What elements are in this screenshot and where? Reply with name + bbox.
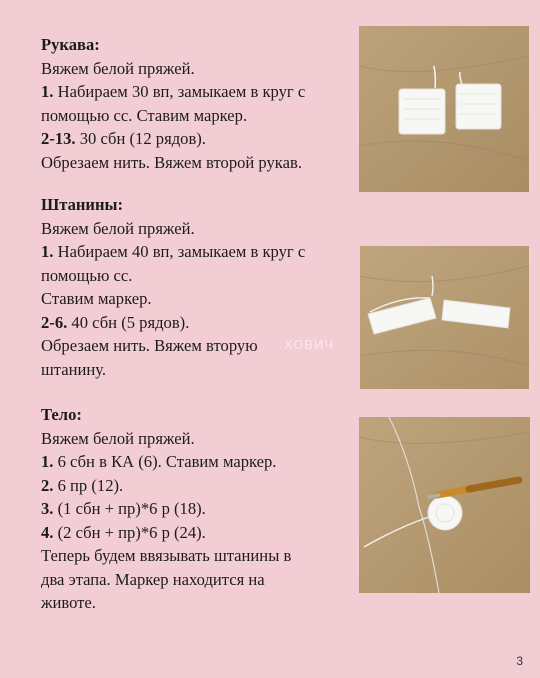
instruction-line: 3. (1 сбн + пр)*6 р (18). — [41, 499, 206, 518]
photo-pants — [360, 246, 529, 389]
instruction-line: штанину. — [41, 359, 107, 379]
instruction-line: Обрезаем нить. Вяжем второй рукав. — [41, 152, 302, 172]
instruction-line: 1. Набираем 30 вп, замыкаем в круг с — [41, 82, 306, 101]
instruction-line: 2. 6 пр (12). — [41, 475, 124, 495]
instruction-line: Вяжем белой пряжей. — [41, 218, 195, 238]
photo-sleeves — [359, 26, 529, 192]
instruction-line: помощью сс. Ставим маркер. — [41, 105, 248, 125]
instruction-line: 1. 6 сбн в КА (6). Ставим маркер. — [41, 452, 277, 471]
instruction-line: помощью сс. — [41, 265, 133, 285]
section-title: Штанины: — [41, 195, 124, 214]
section-body — [41, 403, 371, 615]
instruction-line: 2-6. 40 сбн (5 рядов). — [41, 312, 190, 332]
section-title: Рукава: — [41, 35, 100, 54]
watermark: ХОВИЧ — [284, 337, 335, 352]
section-pants — [41, 193, 371, 381]
instruction-line: 1. Набираем 40 вп, замыкаем в круг с — [41, 242, 306, 261]
instruction-line: Ставим маркер. — [41, 289, 152, 308]
instruction-line: Теперь будем ввязывать штанины в — [41, 546, 292, 565]
instruction-line: Обрезаем нить. Вяжем вторую — [41, 336, 258, 355]
instruction-line: два этапа. Маркер находится на — [41, 569, 265, 589]
instruction-line: животе. — [41, 593, 96, 612]
section-sleeves — [41, 33, 371, 174]
instruction-line: Вяжем белой пряжей. — [41, 58, 195, 78]
instruction-line: Вяжем белой пряжей. — [41, 428, 195, 448]
photo-body — [359, 417, 530, 593]
page-number: 3 — [516, 654, 523, 668]
instruction-line: 2-13. 30 сбн (12 рядов). — [41, 129, 206, 148]
section-title: Тело: — [41, 405, 82, 424]
instruction-line: 4. (2 сбн + пр)*6 р (24). — [41, 522, 206, 542]
